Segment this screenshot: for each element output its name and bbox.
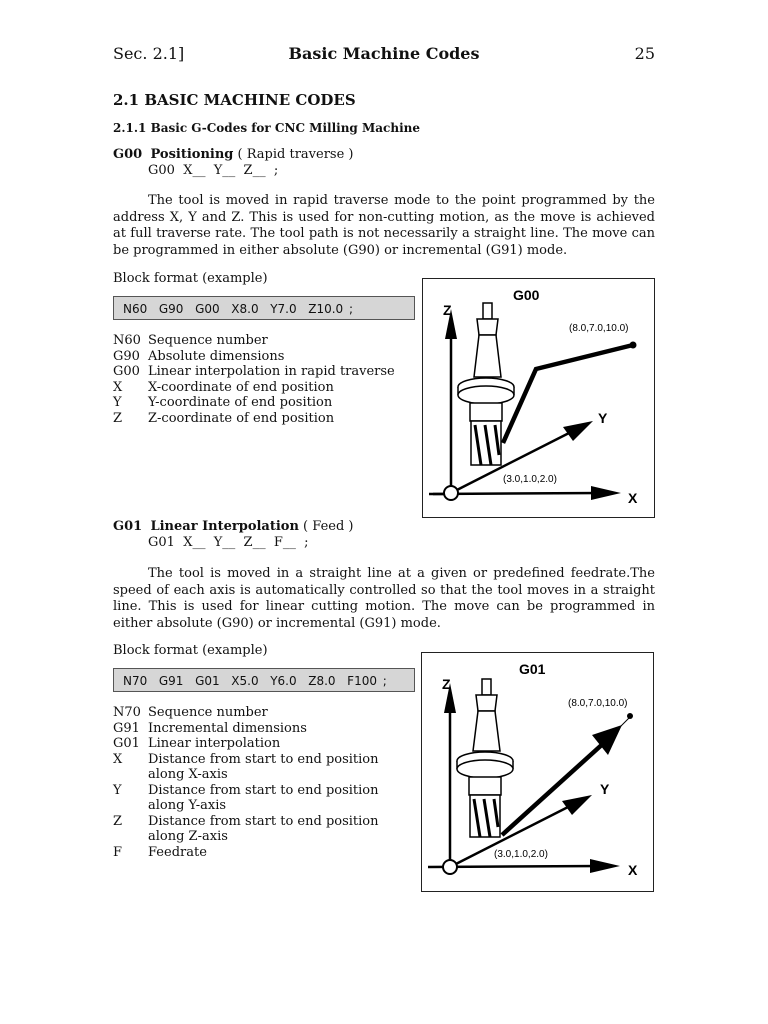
g00-paragraph	[113, 193, 655, 259]
g00-block-label: Block format (example)	[113, 271, 268, 286]
z-axis-label: Z	[442, 676, 451, 692]
g01-figure	[421, 652, 654, 892]
g01-paragraph	[113, 566, 655, 632]
start-coordinate-label: (3.0,1.0,2.0)	[494, 849, 548, 860]
g01-paragraph-rest: axis is automatically controlled so that the tool moves in a straight line. This is used for linear cutting motion. The move can be programmed in either absolute (G90) or incremental (G91) mode.	[113, 582, 655, 631]
x-axis-arrowhead	[590, 859, 620, 873]
g01-syntax: G01 X__ Y__ Z__ F__ ;	[148, 535, 309, 550]
figure-title: G01	[519, 661, 546, 677]
x-axis-label: X	[628, 862, 638, 878]
g01-legend	[113, 705, 413, 860]
legend-row: along Z-axis	[148, 829, 228, 844]
g00-desc: ( Rapid traverse )	[233, 147, 354, 162]
legend-row: Y Y-coordinate of end position	[113, 395, 333, 410]
legend-row: Y Distance from start to end position	[113, 782, 379, 798]
legend-row: N60 Sequence number	[113, 333, 268, 348]
end-coordinate-label: (8.0,7.0,10.0)	[569, 323, 629, 334]
origin-marker	[444, 486, 458, 500]
g01-block-example: N70 G91 G01 X5.0 Y6.0 Z8.0 F100 ;	[113, 668, 415, 692]
legend-row: G91 Incremental dimensions	[113, 720, 307, 736]
g00-code: G00	[113, 147, 143, 162]
legend-row: N70 Sequence number	[113, 705, 268, 720]
g01-desc: ( Feed )	[298, 519, 354, 534]
legend-row: Z Distance from start to end position	[113, 813, 379, 829]
figure-title: G00	[513, 287, 540, 303]
legend-row: Z Z-coordinate of end position	[113, 410, 335, 426]
g00-figure	[422, 278, 655, 518]
y-axis-arrowhead	[563, 421, 593, 441]
header-section: Sec. 2.1]	[113, 44, 185, 63]
header-title: Basic Machine Codes	[288, 44, 480, 63]
section-heading: 2.1 BASIC MACHINE CODES	[113, 91, 356, 109]
y-axis-label: Y	[600, 781, 610, 797]
y-axis-arrowhead	[562, 795, 592, 815]
g01-title-line	[113, 519, 353, 534]
legend-row: along Y-axis	[148, 798, 227, 813]
end-coordinate-label: (8.0,7.0,10.0)	[568, 698, 628, 709]
y-axis-label: Y	[598, 410, 608, 426]
g00-legend	[113, 333, 413, 426]
milling-tool-icon	[457, 679, 513, 837]
g01-block-label: Block format (example)	[113, 643, 268, 658]
end-point	[627, 713, 633, 719]
legend-row: G90 Absolute dimensions	[113, 348, 285, 364]
legend-row: G01 Linear interpolation	[113, 736, 281, 751]
legend-row: F Feedrate	[113, 844, 207, 860]
legend-row: X Distance from start to end position	[113, 751, 379, 767]
legend-row: G00 Linear interpolation in rapid traverse	[113, 364, 395, 379]
g00-syntax: G00 X__ Y__ Z__ ;	[148, 163, 279, 178]
x-axis-label: X	[628, 490, 638, 506]
g00-name: Positioning	[150, 147, 234, 162]
end-point	[630, 342, 637, 349]
g01-tool-path	[502, 741, 606, 835]
g01-name: Linear Interpolation	[150, 519, 299, 534]
g00-paragraph-rest: Y and Z. This is used for non-cutting motion, as the move is achieved at full traverse rate. The tool path is not necessarily a straight line. The move can be programmed in either absolute (G90) or incremental (G91) mode.	[113, 209, 655, 258]
subsection-heading: 2.1.1 Basic G-Codes for CNC Milling Machine	[113, 121, 420, 135]
g01-paragraph-first: The tool is moved in a straight line at a given or predefined feedrate.The speed of each	[113, 566, 655, 598]
origin-marker	[443, 860, 457, 874]
start-coordinate-label: (3.0,1.0,2.0)	[503, 474, 557, 485]
g01-code: G01	[113, 519, 143, 534]
g00-title-line	[113, 147, 354, 162]
legend-row: along X-axis	[148, 767, 228, 782]
page-number: 25	[634, 44, 655, 63]
x-axis-arrowhead	[591, 486, 621, 500]
g00-paragraph-first: The tool is moved in rapid traverse mode to the point programmed by the address X,	[113, 193, 655, 225]
z-axis-label: Z	[443, 302, 452, 318]
g00-block-example: N60 G90 G00 X8.0 Y7.0 Z10.0 ;	[113, 296, 415, 320]
legend-row: X X-coordinate of end position	[113, 379, 334, 395]
